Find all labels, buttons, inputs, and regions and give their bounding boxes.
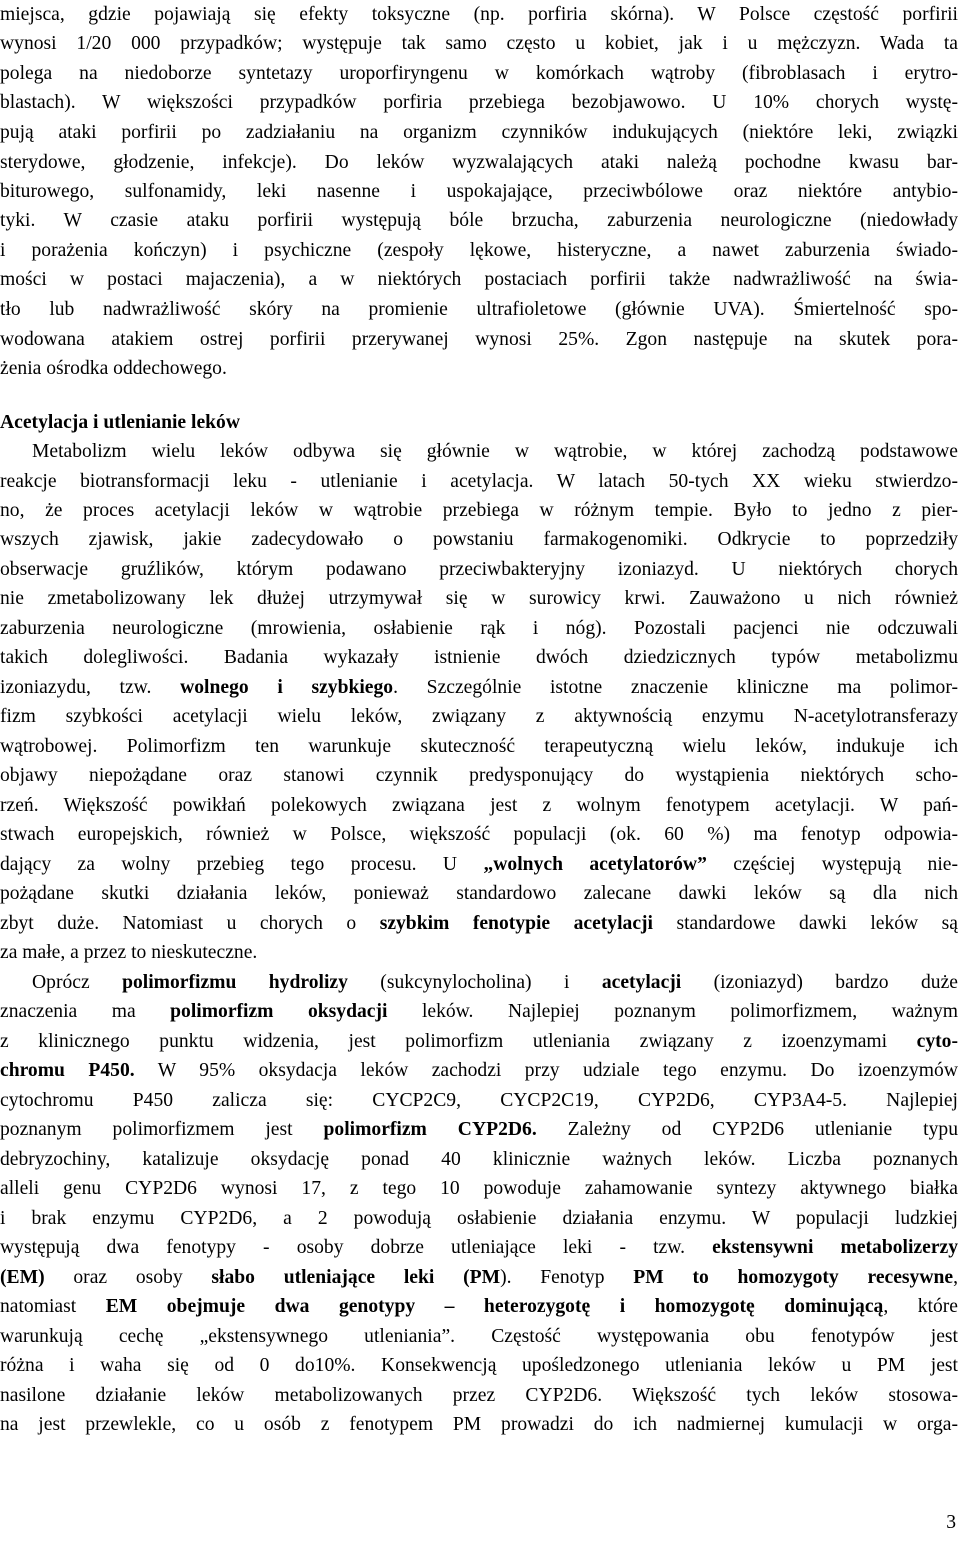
- text-line: różna i waha się od 0 do10%. Konsekwencją upośledzonego utleniania leków u PM jest: [0, 1355, 958, 1376]
- text-line: nasilone działanie leków metabolizowanych przez CYP2D6. Większość tych leków stosowa-: [0, 1385, 958, 1406]
- text-line: objawy niepożądane oraz stanowi czynnik predysponujący do wystąpienia niektórych scho-: [0, 765, 958, 786]
- text-line: warunkują cechę „ekstensywnego utleniania”. Częstość występowania obu fenotypów jest: [0, 1326, 958, 1347]
- text-line: blastach). W większości przypadków porfiria przebiega bezobjawowo. U 10% chorych wystę-: [0, 92, 958, 113]
- section-heading: Acetylacja i utlenianie leków: [0, 412, 240, 433]
- text-line: wszych zjawisk, jakie zadecydowało o powstaniu farmakogenomiki. Odkrycie to poprzedziły: [0, 529, 958, 550]
- text-line: (EM) oraz osoby słabo utleniające leki (PM). Fenotyp PM to homozygoty recesywne,: [0, 1267, 958, 1288]
- text-line: mości w postaci majaczenia), a w niektórych postaciach porfirii także nadwrażliwość na świa-: [0, 269, 958, 290]
- page-number: 3: [946, 1512, 956, 1533]
- text-line: takich dolegliwości. Badania wykazały istnienie dwóch dziedzicznych typów metabolizmu: [0, 647, 958, 668]
- text-line: biturowego, sulfonamidy, leki nasenne i uspokajające, przeciwbólowe oraz niektóre antybio-: [0, 181, 958, 202]
- text-line: za małe, a przez to nieskuteczne.: [0, 942, 258, 963]
- text-line: no, że proces acetylacji leków w wątrobie przebiega w różnym tempie. Było to jedno z pier-: [0, 500, 958, 521]
- text-line: występują dwa fenotypy - osoby dobrze utleniające leki - tzw. ekstensywni metabolizerzy: [0, 1237, 958, 1258]
- text-line: dający za wolny przebieg tego procesu. U „wolnych acetylatorów” częściej występują nie-: [0, 854, 958, 875]
- text-line: polega na niedoborze syntetazy uroporfiryngenu w komórkach wątroby (fibroblasach i erytro-: [0, 63, 958, 84]
- text-line: pożądane skutki działania leków, ponieważ standardowo zalecane dawki leków są dla nich: [0, 883, 958, 904]
- text-line: miejsca, gdzie pojawiają się efekty toksyczne (np. porfiria skórna). W Polsce częstość porfirii: [0, 4, 958, 25]
- text-line: znaczenia ma polimorfizm oksydacji leków. Najlepiej poznanym polimorfizmem, ważnym: [0, 1001, 958, 1022]
- text-line: Oprócz polimorfizmu hydrolizy (sukcynylocholina) i acetylacji (izoniazyd) bardzo duże: [32, 972, 958, 993]
- text-line: tło lub nadwrażliwość skóry na promienie ultrafioletowe (głównie UVA). Śmiertelność spo-: [0, 299, 958, 320]
- text-line: i porażenia kończyn) i psychiczne (zespoły lękowe, histeryczne, a nawet zaburzenia świado-: [0, 240, 958, 261]
- text-line: stwach europejskich, również w Polsce, większość populacji (ok. 60 %) ma fenotyp odpowia-: [0, 824, 958, 845]
- text-line: cytochromu P450 zalicza się: CYCP2C9, CYCP2C19, CYP2D6, CYP3A4-5. Najlepiej: [0, 1090, 958, 1111]
- text-line: chromu P450. W 95% oksydacja leków zachodzi przy udziale tego enzymu. Do izoenzymów: [0, 1060, 958, 1081]
- text-line: debryzochiny, katalizuje oksydację ponad 40 klinicznie ważnych leków. Liczba poznanych: [0, 1149, 958, 1170]
- text-line: rzeń. Większość powikłań polekowych związana jest z wolnym fenotypem acetylacji. W pań-: [0, 795, 958, 816]
- text-line: na jest przewlekle, co u osób z fenotypem PM prowadzi do ich nadmiernej kumulacji w orga-: [0, 1414, 958, 1435]
- text-line: obserwacje gruźlików, którym podawano przeciwbakteryjny izoniazyd. U niektórych chorych: [0, 559, 958, 580]
- text-line: wynosi 1/20 000 przypadków; występuje tak samo często u kobiet, jak i u mężczyzn. Wada ta: [0, 33, 958, 54]
- text-line: i brak enzymu CYP2D6, a 2 powodują osłabienie działania enzymu. W populacji ludzkiej: [0, 1208, 958, 1229]
- text-line: pują ataki porfirii po zadziałaniu na organizm czynników indukujących (niektóre leki, związki: [0, 122, 958, 143]
- text-line: zaburzenia neurologiczne (mrowienia, osłabienie rąk i nóg). Pozostali pacjenci nie odczuwali: [0, 618, 958, 639]
- text-line: izoniazydu, tzw. wolnego i szybkiego. Szczególnie istotne znaczenie kliniczne ma polimor-: [0, 677, 958, 698]
- text-line: z klinicznego punktu widzenia, jest polimorfizm utleniania związany z izoenzymami cyto-: [0, 1031, 958, 1052]
- text-line: Metabolizm wielu leków odbywa się głównie w wątrobie, w której zachodzą podstawowe: [32, 441, 958, 462]
- text-line: wodowana atakiem ostrej porfirii przerywanej wynosi 25%. Zgon następuje na skutek pora-: [0, 329, 958, 350]
- text-line: żenia ośrodka oddechowego.: [0, 358, 227, 379]
- text-line: tyki. W czasie ataku porfirii występują bóle brzucha, zaburzenia neurologiczne (niedowłady: [0, 210, 958, 231]
- text-line: sterydowe, głodzenie, infekcje). Do leków wyzwalających ataki należą pochodne kwasu bar-: [0, 152, 958, 173]
- text-line: poznanym polimorfizmem jest polimorfizm CYP2D6. Zależny od CYP2D6 utlenianie typu: [0, 1119, 958, 1140]
- text-line: nie zmetabolizowany lek dłużej utrzymywał się w surowicy krwi. Zauważono u nich również: [0, 588, 958, 609]
- text-line: zbyt duże. Natomiast u chorych o szybkim fenotypie acetylacji standardowe dawki leków są: [0, 913, 958, 934]
- text-line: reakcje biotransformacji leku - utlenianie i acetylacja. W latach 50-tych XX wieku stwierdzo-: [0, 471, 958, 492]
- text-line: alleli genu CYP2D6 wynosi 17, z tego 10 powoduje zahamowanie syntezy aktywnego białka: [0, 1178, 958, 1199]
- text-line: fizm szybkości acetylacji wielu leków, związany z aktywnością enzymu N-acetylotransferazy: [0, 706, 958, 727]
- text-line: wątrobowej. Polimorfizm ten warunkuje skuteczność terapeutyczną wielu leków, indukuje ich: [0, 736, 958, 757]
- text-line: natomiast EM obejmuje dwa genotypy – heterozygotę i homozygotę dominującą, które: [0, 1296, 958, 1317]
